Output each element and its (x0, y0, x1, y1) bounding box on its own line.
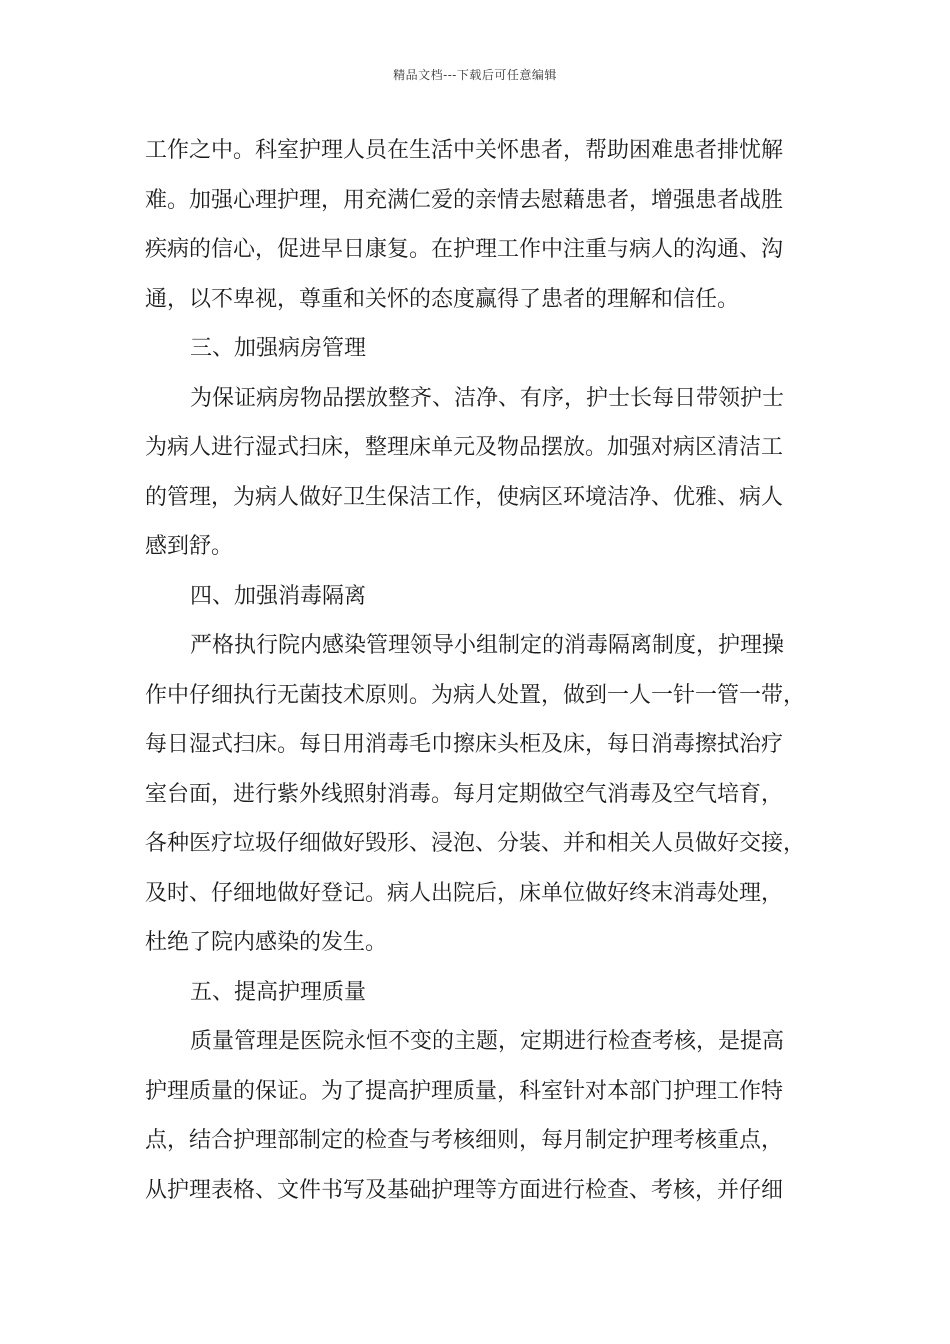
text-line: 质量管理是医院永恒不变的主题，定期进行检查考核，是提高 (190, 1029, 785, 1054)
text-line: 作中仔细执行无菌技术原则。为病人处置，做到一人一针一管一带， (145, 682, 806, 708)
text-line: 三、加强病房管理 (190, 336, 367, 361)
page-header: 精品文档---下载后可任意编辑 (393, 68, 557, 82)
text-line: 点，结合护理部制定的检查与考核细则，每月制定护理考核重点， (145, 1128, 784, 1153)
text-line: 护理质量的保证。为了提高护理质量，科室针对本部门护理工作特 (145, 1078, 784, 1104)
text-line: 四、加强消毒隔离 (190, 583, 367, 609)
text-line: 室台面，进行紫外线照射消毒。每月定期做空气消毒及空气培育， (145, 781, 784, 807)
text-line: 五、提高护理质量 (190, 979, 367, 1005)
text-line: 每日湿式扫床。每日用消毒毛巾擦床头柜及床，每日消毒擦拭治疗 (145, 732, 784, 757)
text-line: 工作之中。科室护理人员在生活中关怀患者，帮助困难患者排忧解 (145, 138, 784, 163)
text-line: 为保证病房物品摆放整齐、洁净、有序，护士长每日带领护士 (190, 385, 785, 411)
text-line: 各种医疗垃圾仔细做好毁形、浸泡、分装、并和相关人员做好交接， (145, 831, 806, 856)
text-line: 杜绝了院内感染的发生。 (145, 930, 388, 955)
text-line: 及时、仔细地做好登记。病人出院后，床单位做好终末消毒处理， (145, 880, 784, 906)
text-line: 为病人进行湿式扫床，整理床单元及物品摆放。加强对病区清洁工 (145, 435, 784, 460)
document-body (145, 126, 825, 1215)
text-line: 从护理表格、文件书写及基础护理等方面进行检查、考核，并仔细 (145, 1177, 784, 1203)
text-line: 难。加强心理护理，用充满仁爱的亲情去慰藉患者，增强患者战胜 (145, 187, 784, 213)
text-line: 疾病的信心，促进早日康复。在护理工作中注重与病人的沟通、沟 (145, 237, 784, 262)
text-line: 的管理，为病人做好卫生保洁工作，使病区环境洁净、优雅、病人 (145, 484, 784, 510)
text-line: 感到舒。 (145, 534, 234, 559)
text-line: 严格执行院内感染管理领导小组制定的消毒隔离制度，护理操 (190, 633, 785, 658)
text-line: 通，以不卑视，尊重和关怀的态度赢得了患者的理解和信任。 (145, 286, 740, 312)
